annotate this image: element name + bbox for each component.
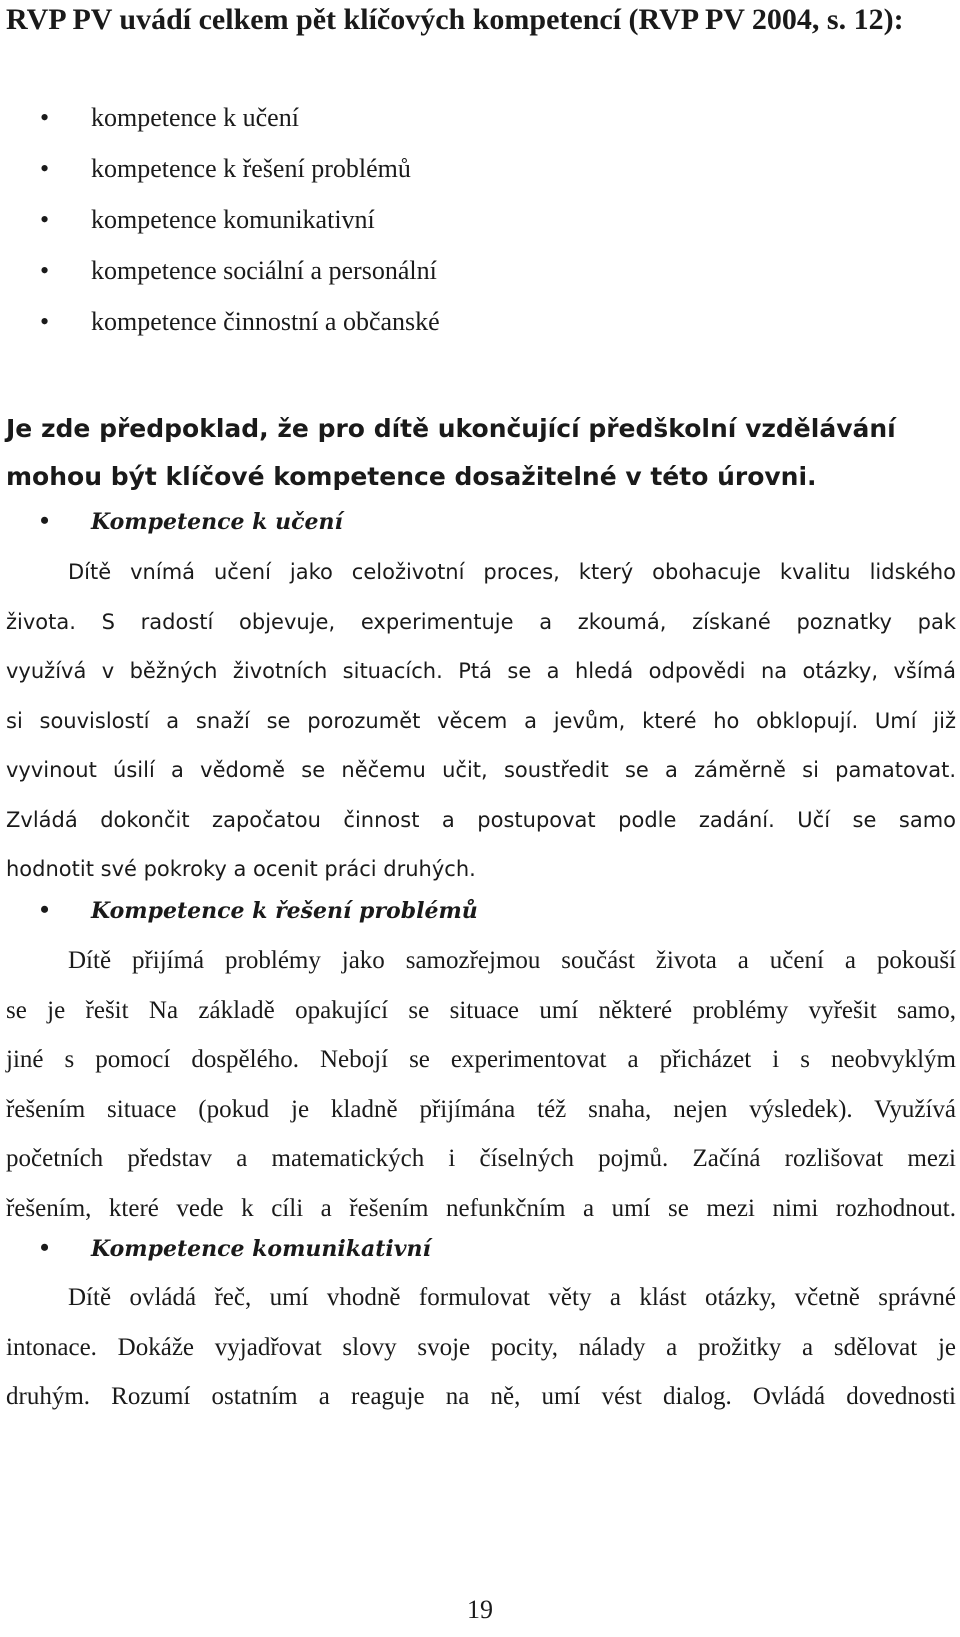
list-item	[0, 251, 440, 302]
list-item	[0, 98, 440, 149]
paragraph-line: jiné s pomocí dospělého. Nebojí se experimentovat a přicházet i s neobvyklým	[6, 1046, 956, 1073]
page-heading: RVP PV uvádí celkem pět klíčových kompetencí (RVP PV 2004, s. 12):	[6, 3, 904, 36]
paragraph-line: Dítě vnímá učení jako celoživotní proces, který obohacuje kvalitu lidského	[68, 560, 956, 584]
section-title-label: Kompetence k řešení problémů	[91, 898, 478, 924]
bullet-icon: •	[40, 154, 50, 183]
paragraph-line: využívá v běžných životních situacích. Ptá se a hledá odpovědi na otázky, všímá	[6, 659, 956, 683]
page-number: 19	[467, 1595, 493, 1624]
competence-list	[0, 98, 440, 353]
paragraph-line: vyvinout úsilí a vědomě se něčemu učit, soustředit se a záměrně si pamatovat.	[6, 758, 956, 782]
list-item-label: kompetence komunikativní	[91, 205, 375, 234]
paragraph-line: řešením, které vede k cíli a řešením nefunkčním a umí se mezi nimi rozhodnout.	[6, 1195, 956, 1222]
paragraph-line: Dítě ovládá řeč, umí vhodně formulovat věty a klást otázky, včetně správné	[68, 1284, 956, 1311]
list-item-label: kompetence k řešení problémů	[91, 154, 411, 183]
list-item-label: kompetence činnostní a občanské	[91, 307, 440, 336]
paragraph-line: Dítě přijímá problémy jako samozřejmou součást života a učení a pokouší	[68, 947, 956, 974]
bullet-icon: •	[40, 307, 50, 336]
paragraph-line: života. S radostí objevuje, experimentuje a zkoumá, získané poznatky pak	[6, 610, 956, 634]
paragraph-line: hodnotit své pokroky a ocenit práci druhých.	[6, 857, 476, 881]
paragraph-line: druhým. Rozumí ostatním a reaguje na ně, umí vést dialog. Ovládá dovednosti	[6, 1383, 956, 1410]
paragraph-line: se je řešit Na základě opakující se situace umí některé problémy vyřešit samo,	[6, 997, 956, 1024]
paragraph-line: řešením situace (pokud je kladně přijímána též snaha, nejen výsledek). Využívá	[6, 1096, 956, 1123]
bullet-icon: •	[40, 205, 50, 234]
bullet-icon: •	[40, 103, 50, 132]
bullet-icon: •	[40, 506, 50, 535]
bullet-icon: •	[40, 895, 50, 924]
bullet-icon: •	[40, 256, 50, 285]
paragraph-line: Zvládá dokončit započatou činnost a postupovat podle zadání. Učí se samo	[6, 808, 956, 832]
list-item-label: kompetence k učení	[91, 103, 299, 132]
section-title-label: Kompetence komunikativní	[91, 1236, 431, 1262]
list-item	[0, 200, 440, 251]
list-item	[0, 149, 440, 200]
list-item	[0, 302, 440, 353]
paragraph-line: si souvislostí a snaží se porozumět věcem a jevům, které ho obklopují. Umí již	[6, 709, 956, 733]
section-title-label: Kompetence k učení	[91, 509, 343, 535]
bullet-icon: •	[40, 1233, 50, 1262]
assumption-paragraph: Je zde předpoklad, že pro dítě ukončující předškolní vzdělávání mohou být klíčové kompetence dosažitelné v této úrovni.	[6, 414, 896, 491]
paragraph-line: početních představ a matematických i číselných pojmů. Začíná rozlišovat mezi	[6, 1145, 956, 1172]
list-item-label: kompetence sociální a personální	[91, 256, 437, 285]
paragraph-line: intonace. Dokáže vyjadřovat slovy svoje pocity, nálady a prožitky a sdělovat je	[6, 1334, 956, 1361]
